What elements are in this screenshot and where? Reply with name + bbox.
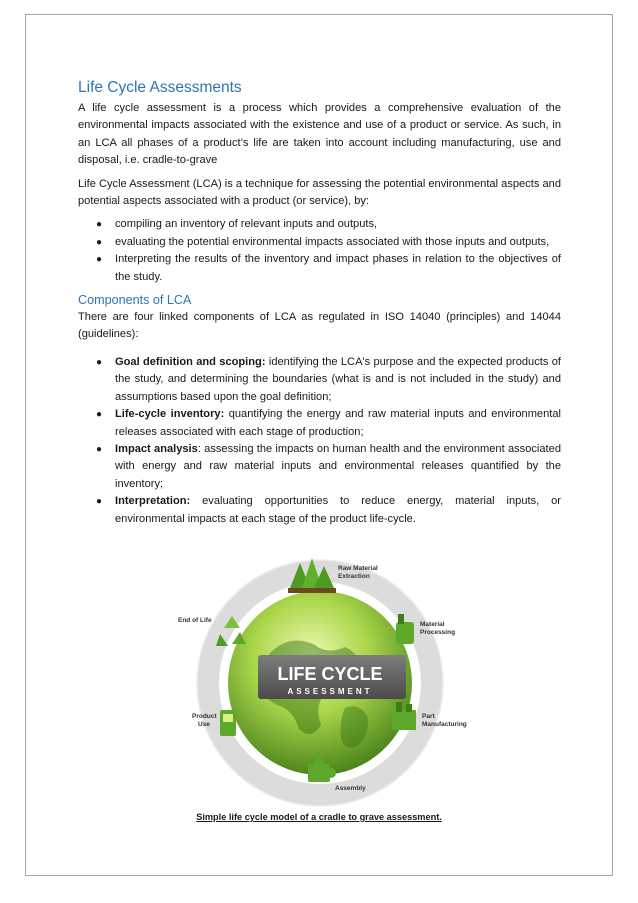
stage-label-part-line2: Manufacturing [422, 721, 467, 728]
stage-label-proc-line1: Material [420, 621, 445, 628]
bullet-icon: ● [96, 443, 103, 455]
list-item: ● compiling an inventory of relevant inputs and outputs, [78, 216, 561, 233]
list-item: ● evaluating the potential environmental impacts associated with those inputs and outputs, [78, 234, 561, 251]
method-list [78, 216, 561, 286]
intro-paragraph: A life cycle assessment is a process which provides a comprehensive evaluation of the environmental impacts associated with the existence and use of a product or service. As such, in an LCA all phases of a product’s life are taken into account including manufacturing, use and disposal, i.e. cradle-to-grave [78, 102, 561, 167]
life-cycle-graphic [170, 558, 470, 808]
stage-label-raw-line2: Extraction [338, 573, 370, 580]
components-list [78, 354, 561, 528]
document-title: Life Cycle Assessments [78, 79, 242, 96]
stage-label-use-line2: Use [198, 721, 210, 728]
list-item: ● Impact analysis: assessing the impacts on human health and the environment associated with energy and raw material inputs and environmental releases quantified by the inventory; [96, 442, 561, 490]
center-title: LIFE CYCLE [277, 664, 383, 684]
stage-label-part-line1: Part [422, 713, 435, 720]
bullet-icon: ● [96, 236, 103, 248]
list-item: ● Goal definition and scoping: identifying the LCA's purpose and the expected products of the study, and determining the boundaries (what is and is not included in the study) and assumptions based upon the goal definition; [96, 355, 561, 403]
bullet-icon: ● [96, 496, 103, 508]
bullet-icon: ● [96, 219, 103, 231]
stage-label-assembly: Assembly [335, 785, 366, 792]
figure-caption: Simple life cycle model of a cradle to grave assessment. [196, 812, 442, 822]
list-item: ● Interpretation: evaluating opportunities to reduce energy, material inputs, or environmental impacts at each stage of the product life-cycle. [96, 495, 561, 525]
bullet-icon: ● [96, 409, 103, 421]
definition-paragraph: Life Cycle Assessment (LCA) is a technique for assessing the potential environmental aspects and potential aspects associated with a product (or service), by: [78, 177, 561, 208]
stage-label-proc-line2: Processing [420, 629, 456, 636]
center-subtitle: ASSESSMENT [287, 687, 373, 696]
document-body [78, 78, 561, 534]
components-heading: Components of LCA [78, 293, 192, 308]
stage-label-use-line1: Product [192, 713, 217, 720]
list-item: ● Life-cycle inventory: quantifying the energy and raw material inputs and environmental releases associated with each stage of production; [96, 408, 561, 438]
life-cycle-diagram [170, 558, 470, 808]
list-item: ● Interpreting the results of the inventory and impact phases in relation to the objectives of the study. [96, 253, 561, 283]
stage-label-end: End of Life [178, 617, 212, 624]
bullet-icon: ● [96, 254, 103, 266]
stage-label-raw-line1: Raw Material [338, 565, 378, 572]
components-intro: There are four linked components of LCA as regulated in ISO 14040 (principles) and 14044 (guidelines): [78, 311, 561, 341]
bullet-icon: ● [96, 356, 103, 368]
phone-icon [220, 710, 236, 736]
